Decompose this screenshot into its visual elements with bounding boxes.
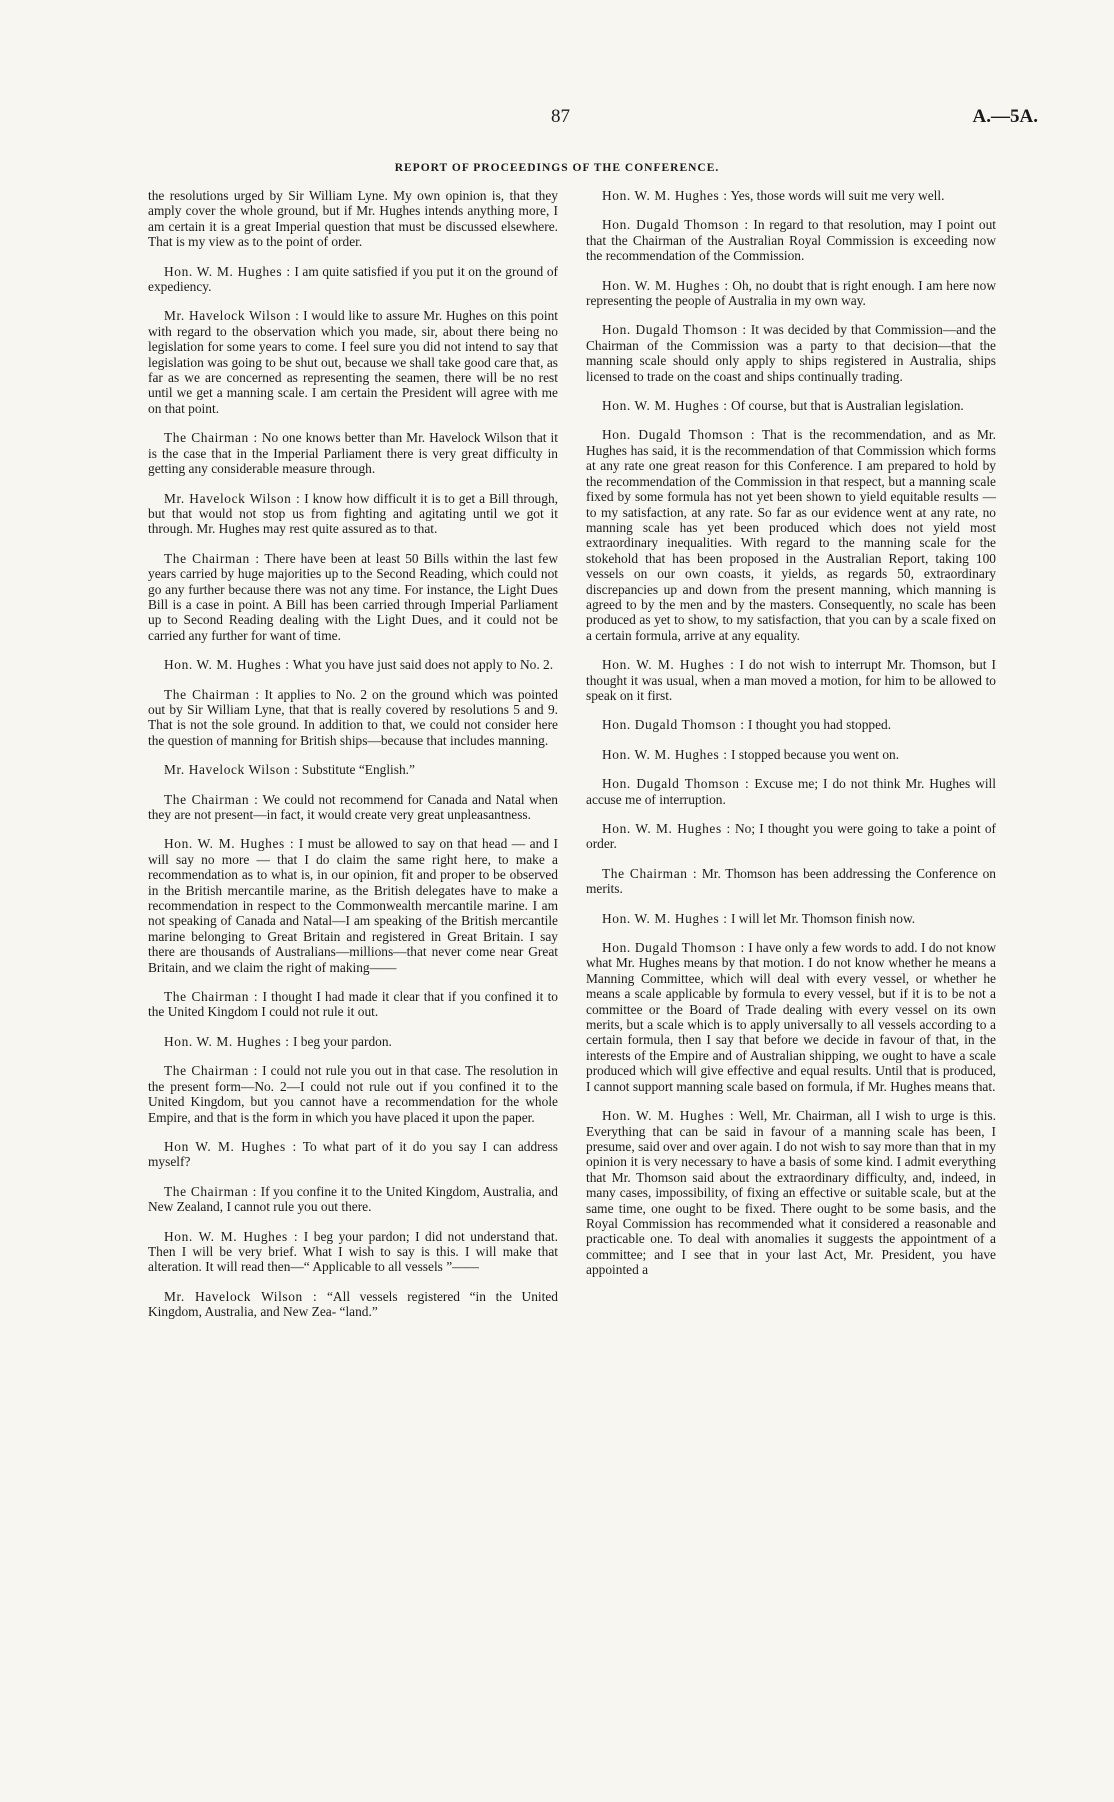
speech-text: I am quite satisfied if you put it on the ground of expediency. (148, 263, 558, 295)
speech-text: I have only a few words to add. I do not know what Mr. Hughes means by that motion. I do not know whether he means a Manning Committee, which will deal with every vessel, or whether he means a scale applicable by formula to every vessel, but if it is to be not a committee or the Board of Trade dealing with every vessel on its own merits, but a scale which is to apply universally to all vessels according to a certain formula, then I say that before we decide in favour of that, in the interests of the Empire and of Australian shipping, we ought to have a scale produced which will give effective and equal results. Until that is produced, I cannot support manning scale based on formula, if Mr. Hughes means that. (586, 940, 996, 1094)
speech-text: I stopped because you went on. (730, 746, 900, 762)
speech-paragraph (148, 1229, 558, 1275)
speech-text: the resolutions urged by Sir William Lyne. My own opinion is, that they amply cover the whole ground, but if Mr. Hughes intends anything more, I am certain it is a great Imperial question that must be discussed elsewhere. That is my view as to the point of order. (148, 188, 558, 250)
speech-paragraph (586, 322, 996, 384)
speech-paragraph (586, 188, 996, 203)
speaker-name: Hon. Dugald Thomson : (602, 427, 756, 443)
speech-paragraph (148, 687, 558, 749)
speech-paragraph (148, 1063, 558, 1125)
speaker-name: Mr. Havelock Wilson : (164, 490, 301, 506)
speech-paragraph (148, 836, 558, 975)
speech-text: I do not wish to interrupt Mr. Thomson, but I thought it was usual, when a man moved a motion, for him to be allowed to speak on it first. (586, 657, 996, 703)
speaker-name: The Chairman : (164, 686, 260, 702)
speech-text: I would like to assure Mr. Hughes on this point with regard to the observation which you made, sir, about there being no legislation for some years to come. I feel sure you did not intend to say that legislation was going to be shut out, because we shall take good care that, as far as we are concerned as representing the seamen, there will be no rest until we get a manning scale. I am certain the President will agree with me on that point. (148, 308, 558, 416)
speech-text: I know how difficult it is to get a Bill through, but that would not stop us from fighting and agitating until we got it through. Mr. Hughes may rest quite assured as to that. (148, 490, 558, 537)
speaker-name: Hon. W. M. Hughes : (602, 188, 728, 203)
speaker-name: The Chairman : (164, 989, 259, 1005)
speech-paragraph (148, 762, 558, 777)
left-column (148, 188, 558, 1334)
speech-text: That is the recommendation, and as Mr. Hughes has said, it is the recommendation of that Commission which forms at any rate one great reason for this Conference. I am prepared to hold by the recommendation of the Commission in that respect, but a manning scale fixed by some formula has not yet been shown to yield equitable results — to my satisfaction, at any rate. So far as our evidence went at any rate, no manning scale has yet been produced which does not yield most extraordinary inequalities. With regard to the manning scale for the stokehold that has been proposed in the Australian Report, taking 100 vessels on our own coasts, it yields, as regards 50, extraordinary discrepancies up and down from the present manning, which manning is agreed to by the men and by the masters. Consequently, no scale has been produced as yet to show, to my satisfaction, that you can by a scale fixed on a certain formula, arrive at any equality. (586, 427, 996, 643)
speech-paragraph (586, 278, 996, 309)
speaker-name: Hon. W. M. Hughes : (164, 1033, 290, 1049)
speech-paragraph (586, 427, 996, 643)
speaker-name: Hon. W. M. Hughes : (164, 1228, 299, 1244)
speaker-name: The Chairman : (164, 430, 258, 446)
speech-paragraph (586, 776, 996, 807)
speech-paragraph (148, 308, 558, 416)
speaker-name: Hon. W. M. Hughes : (602, 821, 731, 836)
speaker-name: The Chairman : (164, 550, 260, 566)
speech-text: Of course, but that is Australian legislation. (730, 398, 964, 414)
speaker-name: Mr. Havelock Wilson : (164, 1288, 318, 1304)
speaker-name: Hon. Dugald Thomson : (602, 717, 745, 733)
speaker-name: Hon. W. M. Hughes : (602, 1108, 735, 1124)
speech-text: I must be allowed to say on that head — and I will say no more — that I do claim the same right here, to make a recommendation as to what is, in our opinion, fit and proper to be observed in the British mercantile marine, as the British delegates have to make a recommendation in respect to the Commonwealth mercantile marine. I am not speaking of Canada and Natal—I am speaking of the British mercantile marine belonging to Great Britain and registered in Great Britain. I say there are thousands of Australians—millions—that never come near Great Britain, and we claim the right of making—— (148, 836, 558, 975)
speech-paragraph (586, 717, 996, 732)
speaker-name: Hon. W. M. Hughes : (164, 657, 290, 673)
speaker-name: Hon. W. M. Hughes : (164, 263, 291, 279)
speech-text: No one knows better than Mr. Havelock Wilson that it is the case that in the Imperial Parliament there is very great difficulty in getting any considerable measure through. (148, 430, 558, 477)
speech-paragraph (586, 911, 996, 926)
speech-text: To what part of it do you say I can address myself? (148, 1138, 558, 1170)
speech-text: Oh, no doubt that is right enough. I am here now representing the people of Australia in my own way. (586, 277, 996, 309)
speech-paragraph (148, 491, 558, 537)
speech-paragraph (148, 1139, 558, 1170)
speech-paragraph (586, 657, 996, 703)
speaker-name: Hon. W. M. Hughes : (602, 910, 728, 926)
speaker-name: Hon W. M. Hughes : (164, 1138, 297, 1154)
speech-paragraph (148, 657, 558, 672)
speech-text: It was decided by that Commission—and the Chairman of the Commission was a party to that decision—that the manning scale should only apply to ships registered in Australia, ships licensed to trade on the coast and ships continually trading. (586, 322, 996, 384)
speech-paragraph (148, 430, 558, 476)
speech-text: I thought you had stopped. (747, 717, 892, 733)
speaker-name: Hon. W. M. Hughes : (602, 657, 735, 673)
speaker-name: The Chairman : (164, 791, 259, 807)
speech-text: Mr. Thomson has been addressing the Conference on merits. (586, 865, 996, 897)
speech-text: Substitute “English.” (301, 762, 415, 778)
speech-paragraph (148, 989, 558, 1020)
speech-paragraph (148, 1034, 558, 1049)
speaker-name: Hon. W. M. Hughes : (602, 746, 728, 762)
speech-text: Well, Mr. Chairman, all I wish to urge is this. Everything that can be said in favour of a manning scale has been, I presume, said over and over again. I do not wish to say more than that in my opinion it is very necessary to have a basis of some kind. I admit everything that Mr. Thomson said about the extraordinary difficulty, and, indeed, in many cases, impossibility, of fixing an effective or suitable scale, but at the same time, one ought to be fixed. There ought to be some basis, and the Royal Commission has recommended what it considered a reasonable and practicable one. To deal with anomalies it suggests the appointment of a committee; and I see that in your last Act, Mr. President, you have appointed a (586, 1108, 996, 1278)
speech-text: We could not recommend for Canada and Natal when they are not present—in fact, it would create very great unpleasantness. (148, 791, 558, 822)
speaker-name: Hon. Dugald Thomson : (602, 217, 749, 233)
speech-text: I thought I had made it clear that if you confined it to the United Kingdom I could not rule it out. (148, 989, 558, 1020)
speaker-name: Hon. W. M. Hughes : (602, 277, 729, 293)
speech-text: Excuse me; I do not think Mr. Hughes will accuse me of interruption. (586, 776, 996, 807)
speaker-name: The Chairman : (164, 1063, 258, 1079)
speech-text: I could not rule you out in that case. The resolution in the present form—No. 2—I could not rule out if you confined it to the United Kingdom, but you cannot have a recommendation for the whole Empire, and that is the form in which you have placed it upon the paper. (148, 1063, 558, 1125)
document-reference: A.—5A. (972, 106, 1038, 127)
speech-paragraph (586, 866, 996, 897)
speech-paragraph (586, 940, 996, 1094)
speech-text: In regard to that resolution, may I point out that the Chairman of the Australian Royal Commission is exceeding now the recommendation of the Commission. (586, 217, 996, 264)
speaker-name: The Chairman : (164, 1183, 257, 1199)
speech-text: “All vessels registered “in the United Kingdom, Australia, and New Zea- “land.” (148, 1288, 559, 1320)
speech-paragraph (586, 821, 996, 852)
speaker-name: Hon. Dugald Thomson : (602, 322, 747, 338)
speech-paragraph (148, 264, 558, 295)
speaker-name: Mr. Havelock Wilson : (164, 308, 300, 324)
speech-text: What you have just said does not apply to No. 2. (292, 657, 554, 673)
speech-text: It applies to No. 2 on the ground which was pointed out by Sir William Lyne, that that is really covered by resolutions 5 and 9. That is not the sole ground. In addition to that, we could not consider here the question of manning for British ships—because that includes manning. (148, 686, 558, 748)
speech-text: Yes, those words will suit me very well. (730, 188, 945, 203)
speaker-name: Hon. W. M. Hughes : (602, 398, 728, 414)
speech-paragraph (586, 217, 996, 263)
speech-paragraph (148, 1289, 558, 1320)
speech-paragraph (148, 792, 558, 823)
speaker-name: Hon. Dugald Thomson : (602, 940, 745, 956)
speech-text: I beg your pardon; I did not understand that. Then I will be very brief. What I wish to say is this. I will make that alteration. It will read then—“ Applicable to all vessels ”—— (148, 1228, 558, 1275)
speech-paragraph (148, 1184, 558, 1215)
speech-text: I beg your pardon. (292, 1033, 392, 1049)
running-head: REPORT OF PROCEEDINGS OF THE CONFERENCE. (394, 162, 720, 174)
speaker-name: Mr. Havelock Wilson : (164, 762, 299, 778)
speech-text: No; I thought you were going to take a point of order. (586, 821, 996, 852)
speech-text: There have been at least 50 Bills within the last few years carried by huge majorities up to the Second Reading, which could not go any further because there was not any time. For instance, the Light Dues Bill is a case in point. A Bill has been carried through Imperial Parliament up to Second Reading dealing with the Light Dues, and it could not be carried any further for want of time. (148, 550, 558, 643)
speech-paragraph (148, 188, 558, 250)
speech-text: If you confine it to the United Kingdom, Australia, and New Zealand, I cannot rule you out there. (148, 1183, 558, 1215)
speech-paragraph (586, 747, 996, 762)
speaker-name: Hon. W. M. Hughes : (164, 836, 295, 852)
speech-paragraph (586, 398, 996, 413)
speaker-name: Hon. Dugald Thomson : (602, 776, 750, 792)
speaker-name: The Chairman : (602, 865, 698, 881)
page-number: 87 (551, 106, 570, 127)
speech-text: I will let Mr. Thomson finish now. (730, 910, 916, 926)
right-column (586, 188, 996, 1292)
speech-paragraph (148, 551, 558, 643)
speech-paragraph (586, 1108, 996, 1277)
